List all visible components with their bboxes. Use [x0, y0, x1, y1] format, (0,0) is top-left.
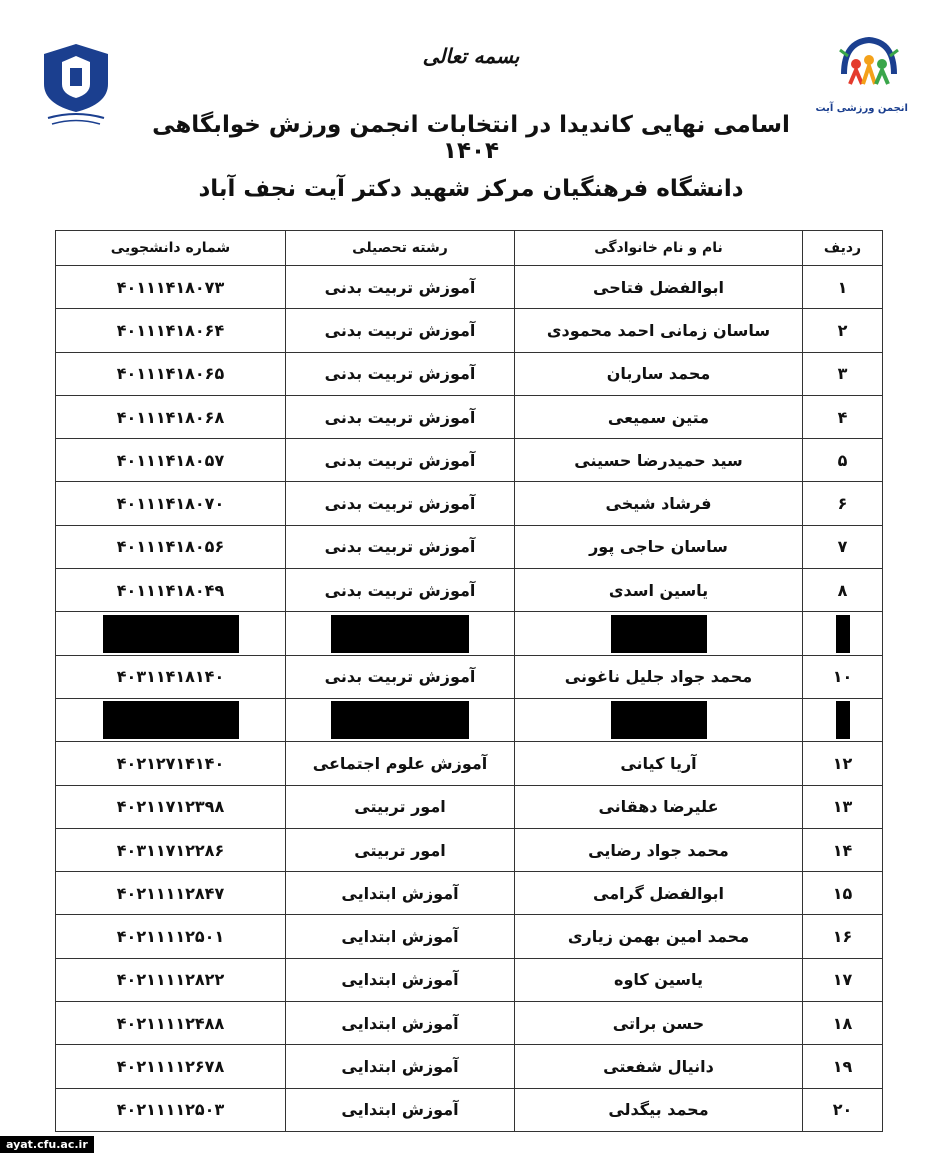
cell-field: امور تربیتی [286, 828, 515, 871]
table-row-redacted [56, 698, 883, 741]
column-header-row-number: ردیف [803, 231, 883, 266]
cell-name: محمد جواد رضایی [515, 828, 803, 871]
redaction-block [331, 701, 469, 739]
table-row-redacted [56, 612, 883, 655]
table-row [56, 266, 883, 309]
cell-field: آموزش ابتدایی [286, 958, 515, 1001]
cell-student-id: ۴۰۱۱۱۴۱۸۰۵۶ [56, 525, 286, 568]
bismillah-heading: بسمه تعالی [422, 44, 520, 68]
cell-field: آموزش ابتدایی [286, 915, 515, 958]
cell-name: متین سمیعی [515, 395, 803, 438]
cell-field: آموزش تربیت بدنی [286, 482, 515, 525]
cell-field: امور تربیتی [286, 785, 515, 828]
cell-student-id: ۴۰۱۱۱۴۱۸۰۴۹ [56, 569, 286, 612]
table-row [56, 1002, 883, 1045]
cell-row-number: ۱۷ [803, 958, 883, 1001]
cell-row-number: ۴ [803, 395, 883, 438]
cell-name [515, 698, 803, 741]
table-row [56, 439, 883, 482]
cell-row-number: ۱۳ [803, 785, 883, 828]
cell-field [286, 612, 515, 655]
cell-field: آموزش ابتدایی [286, 1088, 515, 1131]
cell-student-id: ۴۰۲۱۲۷۱۴۱۴۰ [56, 742, 286, 785]
cell-name: یاسین اسدی [515, 569, 803, 612]
cell-row-number: ۱ [803, 266, 883, 309]
cell-field: آموزش ابتدایی [286, 872, 515, 915]
cell-name: فرشاد شیخی [515, 482, 803, 525]
cell-name: ساسان زمانی احمد محمودی [515, 309, 803, 352]
table-row [56, 1088, 883, 1131]
cell-student-id: ۴۰۲۱۱۷۱۲۳۹۸ [56, 785, 286, 828]
cell-row-number: ۱۸ [803, 1002, 883, 1045]
cell-row-number [803, 698, 883, 741]
redaction-block [836, 701, 850, 739]
cell-field: آموزش تربیت بدنی [286, 309, 515, 352]
page-subtitle: دانشگاه فرهنگیان مرکز شهید دکتر آیت نجف آباد [198, 176, 744, 202]
cell-field: آموزش تربیت بدنی [286, 352, 515, 395]
cell-name: محمد ساربان [515, 352, 803, 395]
cell-student-id: ۴۰۳۱۱۷۱۲۲۸۶ [56, 828, 286, 871]
cell-field: آموزش تربیت بدنی [286, 525, 515, 568]
table-row [56, 655, 883, 698]
cell-row-number: ۲ [803, 309, 883, 352]
redaction-block [611, 615, 707, 653]
cell-row-number: ۱۹ [803, 1045, 883, 1088]
column-header-name: نام و نام خانوادگی [515, 231, 803, 266]
cell-name: ساسان حاجی پور [515, 525, 803, 568]
table-row [56, 1045, 883, 1088]
table-row [56, 958, 883, 1001]
cell-name: ابوالفضل گرامی [515, 872, 803, 915]
table-row [56, 569, 883, 612]
cell-student-id: ۴۰۱۱۱۴۱۸۰۶۵ [56, 352, 286, 395]
candidates-table [55, 230, 883, 1132]
cell-student-id: ۴۰۱۱۱۴۱۸۰۵۷ [56, 439, 286, 482]
cell-name: محمد جواد جلیل ناغونی [515, 655, 803, 698]
cell-row-number: ۱۵ [803, 872, 883, 915]
redaction-block [836, 615, 850, 653]
cell-name: علیرضا دهقانی [515, 785, 803, 828]
cell-student-id: ۴۰۱۱۱۴۱۸۰۶۴ [56, 309, 286, 352]
cell-name: محمد امین بهمن زیاری [515, 915, 803, 958]
cell-field: آموزش تربیت بدنی [286, 266, 515, 309]
cell-field: آموزش تربیت بدنی [286, 655, 515, 698]
cell-student-id: ۴۰۲۱۱۱۱۲۴۸۸ [56, 1002, 286, 1045]
table-body [56, 266, 883, 1132]
table-row [56, 828, 883, 871]
table-row [56, 482, 883, 525]
cell-name: آریا کیانی [515, 742, 803, 785]
table-row [56, 309, 883, 352]
cell-name [515, 612, 803, 655]
cell-student-id: ۴۰۲۱۱۱۱۲۶۷۸ [56, 1045, 286, 1088]
cell-field: آموزش ابتدایی [286, 1045, 515, 1088]
cell-row-number: ۱۶ [803, 915, 883, 958]
table-row [56, 742, 883, 785]
cell-student-id: ۴۰۱۱۱۴۱۸۰۷۳ [56, 266, 286, 309]
cell-row-number: ۱۰ [803, 655, 883, 698]
table-row [56, 352, 883, 395]
cell-row-number: ۷ [803, 525, 883, 568]
cell-row-number: ۳ [803, 352, 883, 395]
cell-field: آموزش علوم اجتماعی [286, 742, 515, 785]
cell-row-number: ۸ [803, 569, 883, 612]
cell-student-id [56, 612, 286, 655]
table-row [56, 395, 883, 438]
cell-field: آموزش تربیت بدنی [286, 569, 515, 612]
site-watermark: ayat.cfu.ac.ir [0, 1136, 94, 1153]
cell-student-id: ۴۰۱۱۱۴۱۸۰۶۸ [56, 395, 286, 438]
cell-name: یاسین کاوه [515, 958, 803, 1001]
cell-row-number: ۲۰ [803, 1088, 883, 1131]
cell-row-number: ۶ [803, 482, 883, 525]
cell-row-number: ۱۴ [803, 828, 883, 871]
cell-name: دانیال شفعتی [515, 1045, 803, 1088]
cell-row-number: ۱۲ [803, 742, 883, 785]
table-row [56, 785, 883, 828]
cell-field [286, 698, 515, 741]
cell-row-number: ۵ [803, 439, 883, 482]
column-header-field: رشته تحصیلی [286, 231, 515, 266]
cell-student-id: ۴۰۳۱۱۴۱۸۱۴۰ [56, 655, 286, 698]
cell-field: آموزش ابتدایی [286, 1002, 515, 1045]
cell-student-id: ۴۰۲۱۱۱۱۲۸۴۷ [56, 872, 286, 915]
table-header-row [56, 231, 883, 266]
cell-field: آموزش تربیت بدنی [286, 439, 515, 482]
column-header-student-id: شماره دانشجویی [56, 231, 286, 266]
table-row [56, 915, 883, 958]
cell-name: ابوالفضل فتاحی [515, 266, 803, 309]
cell-student-id [56, 698, 286, 741]
cell-field: آموزش تربیت بدنی [286, 395, 515, 438]
association-logo-caption: انجمن ورزشی آیت [815, 103, 908, 114]
cell-name: سید حمیدرضا حسینی [515, 439, 803, 482]
cell-student-id: ۴۰۲۱۱۱۱۲۸۲۲ [56, 958, 286, 1001]
redaction-block [103, 615, 239, 653]
cell-name: محمد بیگدلی [515, 1088, 803, 1131]
cell-student-id: ۴۰۲۱۱۱۱۲۵۰۳ [56, 1088, 286, 1131]
page-title: اسامی نهایی کاندیدا در انتخابات انجمن ورزش خوابگاهی ۱۴۰۴ [152, 112, 790, 164]
table-row [56, 525, 883, 568]
cell-name: حسن براتی [515, 1002, 803, 1045]
cell-row-number [803, 612, 883, 655]
redaction-block [331, 615, 469, 653]
cell-student-id: ۴۰۲۱۱۱۱۲۵۰۱ [56, 915, 286, 958]
table-row [56, 872, 883, 915]
redaction-block [103, 701, 239, 739]
cell-student-id: ۴۰۱۱۱۴۱۸۰۷۰ [56, 482, 286, 525]
redaction-block [611, 701, 707, 739]
